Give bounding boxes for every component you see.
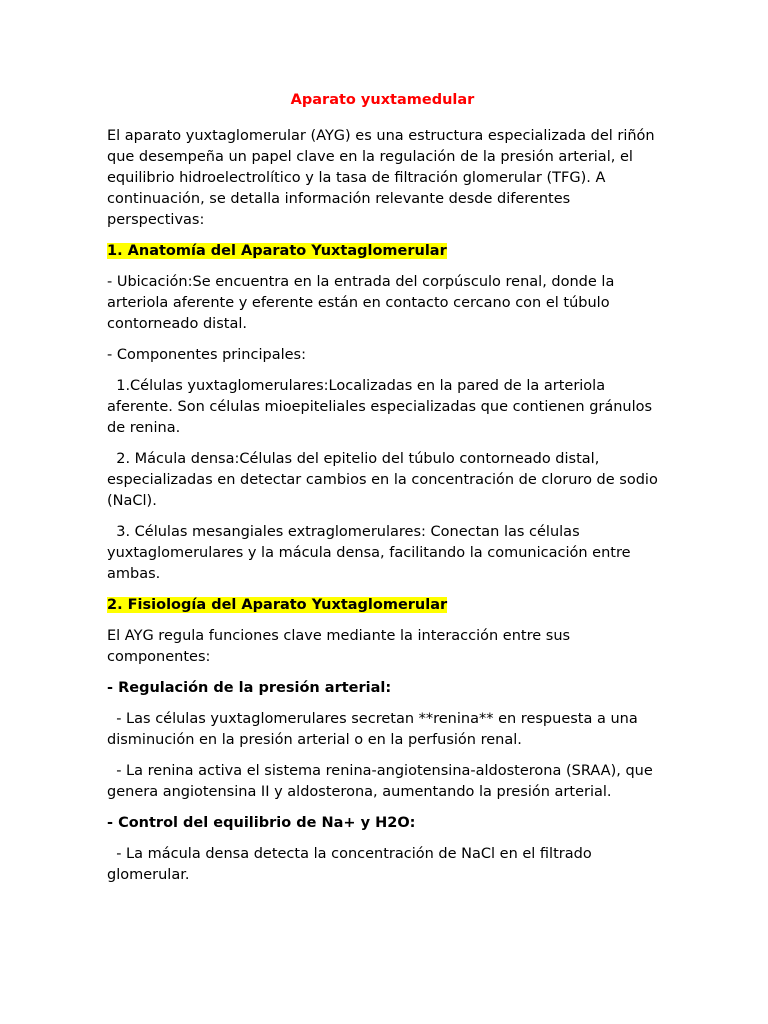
section-heading-anatomia — [107, 241, 658, 262]
section-heading-fisiologia-text: 2. Fisiología del Aparato Yuxtaglomerular — [107, 597, 448, 613]
ubicacion-paragraph: - Ubicación:Se encuentra en la entrada del corpúsculo renal, donde la arteriola aferente y eferente están en contacto cercano con el túbulo contorneado distal. — [107, 274, 619, 332]
presion-paragraph-1: - Las células yuxtaglomerulares secretan **renina** en respuesta a una disminución en la presión arterial o en la perfusión renal. — [107, 711, 643, 748]
section-heading-anatomia-text: 1. Anatomía del Aparato Yuxtaglomerular — [107, 243, 447, 259]
equilibrio-paragraph-1: - La mácula densa detecta la concentración de NaCl en el filtrado glomerular. — [107, 846, 597, 883]
section-heading-fisiologia — [107, 595, 658, 616]
page-title: Aparato yuxtamedular — [290, 92, 475, 108]
component-item-2: 2. Mácula densa:Células del epitelio del túbulo contorneado distal, especializadas en detectar cambios en la concentración de cloruro de sodio (NaCl). — [107, 451, 663, 509]
component-item-3: 3. Células mesangiales extraglomerulares: Conectan las células yuxtaglomerulares y la mácula densa, facilitando la comunicación entre ambas. — [107, 524, 636, 582]
subheading-equilibrio: - Control del equilibrio de Na+ y H2O: — [107, 815, 416, 831]
subheading-presion: - Regulación de la presión arterial: — [107, 680, 392, 696]
presion-paragraph-2: - La renina activa el sistema renina-angiotensina-aldosterona (SRAA), que genera angiotensina II y aldosterona, aumentando la presión arterial. — [107, 763, 658, 800]
intro-paragraph: El aparato yuxtaglomerular (AYG) es una estructura especializada del riñón que desempeña un papel clave en la regulación de la presión arterial, el equilibrio hidroelectrolítico y la tasa de filtración glomerular (TFG). A continuación, se detalla información relevante desde diferentes perspectivas: — [107, 128, 660, 228]
componentes-paragraph: - Componentes principales: — [107, 347, 306, 363]
component-item-1: 1.Células yuxtaglomerulares:Localizadas en la pared de la arteriola aferente. Son células mioepiteliales especializadas que contienen gránulos de renina. — [107, 378, 657, 436]
fisiologia-intro: El AYG regula funciones clave mediante la interacción entre sus componentes: — [107, 628, 575, 665]
